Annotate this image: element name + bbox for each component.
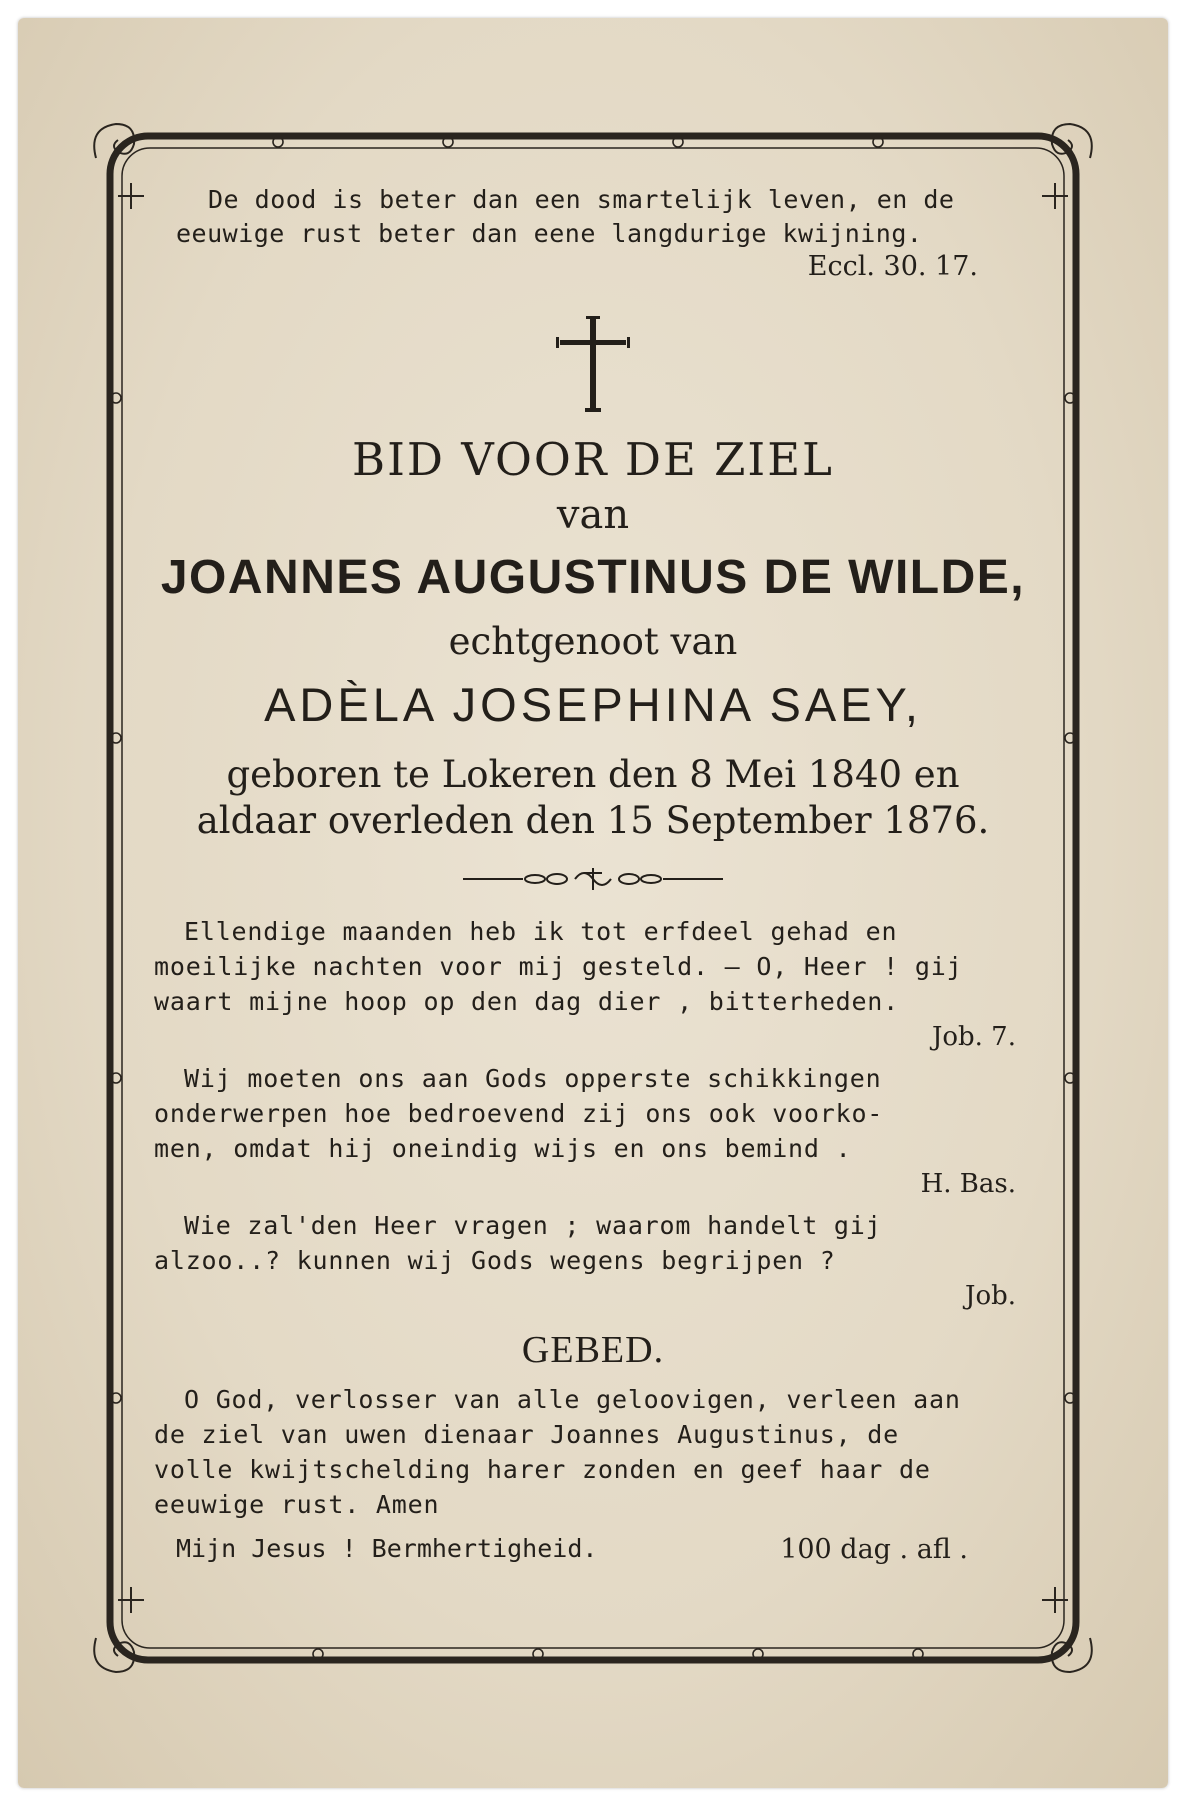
verse-job [148, 1208, 1038, 1278]
heading: BID VOOR DE ZIEL [352, 433, 834, 486]
verse-line: onderwerpen hoe bedroevend zij ons ook voorko- [154, 1099, 884, 1128]
invocation: Mijn Jesus ! Bermhertigheid. [176, 1534, 598, 1563]
memorial-card [18, 18, 1168, 1788]
ornament-divider [463, 866, 723, 892]
life-line: aldaar overleden den 15 September 1876. [196, 799, 990, 842]
verse-reference: H. Bas. [920, 1169, 1016, 1199]
epigraph-reference: Eccl. 30. 17. [807, 251, 978, 282]
epigraph-line: eeuwige rust beter dan eene langdurige kwijning. [176, 219, 923, 248]
prayer-line: volle kwijtschelding harer zonden en geef haar de [154, 1455, 931, 1484]
prayer-line: eeuwige rust. Amen [154, 1490, 440, 1519]
verse-line: moeilijke nachten voor mij gesteld. — O, Heer ! gij [154, 952, 963, 981]
spouse-intro: echtgenoot van [448, 620, 738, 663]
verse-line: Wie zal'den Heer vragen ; waarom handelt gij [184, 1211, 882, 1240]
verse-h-bas [148, 1061, 1038, 1166]
van-text: van [556, 492, 630, 538]
epigraph-line: De dood is beter dan een smartelijk leven, en de [208, 185, 955, 214]
indulgence-note: 100 dag . afl . [780, 1534, 968, 1565]
deceased-name: JOANNES AUGUSTINUS DE WILDE, [160, 551, 1026, 604]
verse-reference: Job. [965, 1281, 1016, 1311]
verse-job-7 [148, 914, 1038, 1019]
verse-line: men, omdat hij oneindig wijs en ons bemind . [154, 1134, 852, 1163]
life-line: geboren te Lokeren den 8 Mei 1840 en [226, 753, 960, 796]
prayer-line: de ziel van uwen dienaar Joannes Augustinus, de [154, 1420, 900, 1449]
card-content [148, 183, 1038, 1648]
verse-line: alzoo..? kunnen wij Gods wegens begrijpen ? [154, 1246, 836, 1275]
verse-reference: Job. 7. [931, 1022, 1016, 1052]
prayer-title: GEBED. [521, 1329, 665, 1371]
latin-cross-icon [556, 316, 630, 412]
prayer-text [148, 1382, 1038, 1522]
spouse-name: ADÈLA JOSEPHINA SAEY, [264, 678, 922, 731]
verse-line: waart mijne hoop op den dag dier , bitterheden. [154, 987, 900, 1016]
closing-line [148, 1534, 1038, 1565]
life-dates [148, 752, 1038, 844]
verse-line: Wij moeten ons aan Gods opperste schikkingen [184, 1064, 882, 1093]
verse-line: Ellendige maanden heb ik tot erfdeel gehad en [184, 917, 898, 946]
epigraph [148, 183, 1038, 251]
prayer-line: O God, verlosser van alle geloovigen, verleen aan [184, 1385, 961, 1414]
